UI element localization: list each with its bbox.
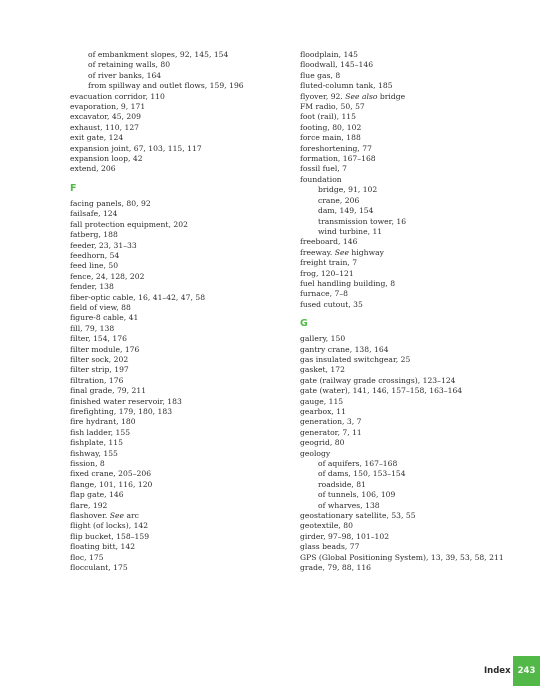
index-text: figure-8 cable, 41 <box>70 313 139 323</box>
index-text: feeder, 23, 31–33 <box>70 240 137 250</box>
index-text: fixed crane, 205–206 <box>70 469 152 479</box>
index-entry <box>300 258 540 268</box>
index-text: fiber-optic cable, 16, 41–42, 47, 58 <box>70 292 206 302</box>
index-text: force main, 188 <box>300 133 361 143</box>
index-entry <box>300 397 540 407</box>
index-entry <box>300 175 540 185</box>
index-entry <box>300 449 540 459</box>
index-entry <box>300 553 540 563</box>
index-entry <box>300 50 540 60</box>
index-entry <box>300 81 540 91</box>
index-text: expansion loop, 42 <box>70 154 143 164</box>
index-text: foot (rail), 115 <box>300 112 357 122</box>
index-text: gearbox, 11 <box>300 407 346 416</box>
index-subentry <box>300 227 540 237</box>
index-text: gallery, 150 <box>300 334 346 344</box>
index-subentry <box>300 501 540 511</box>
index-entry <box>70 123 285 133</box>
index-text: fill, 79, 138 <box>70 323 115 333</box>
index-entry <box>70 261 285 271</box>
index-text: geostationary satellite, 53, 55 <box>300 511 416 521</box>
index-text: flocculant, 175 <box>70 563 128 573</box>
index-subentry <box>300 185 540 195</box>
index-entry <box>70 251 285 261</box>
index-entry <box>300 123 540 133</box>
index-entry <box>300 102 540 112</box>
index-entry <box>300 112 540 122</box>
index-text: girder, 97–98, 101–102 <box>300 531 390 541</box>
index-text: flight (of locks), 142 <box>70 521 149 531</box>
index-entry <box>70 563 285 573</box>
index-text: floodplain, 145 <box>300 50 359 59</box>
index-entry <box>70 490 285 500</box>
index-text: of river banks, 164 <box>88 70 162 80</box>
index-text: filter sock, 202 <box>70 354 129 364</box>
index-text: gasket, 172 <box>300 365 345 375</box>
index-text: formation, 167–168 <box>300 154 376 164</box>
cross-reference-target: bridge <box>377 91 406 101</box>
index-text: fatberg, 188 <box>70 230 118 240</box>
index-text: FM radio, 50, 57 <box>300 102 365 112</box>
index-entry <box>70 102 285 112</box>
index-text: of retaining walls, 80 <box>88 60 171 70</box>
index-subentry <box>300 217 540 227</box>
index-text: geotextile, 80 <box>300 521 353 531</box>
index-text: exit gate, 124 <box>70 133 124 143</box>
index-column-right <box>300 50 540 574</box>
index-entry <box>70 92 285 102</box>
index-text: freeboard, 146 <box>300 237 358 247</box>
index-entry <box>70 438 285 448</box>
index-entry <box>70 112 285 122</box>
index-text: flange, 101, 116, 120 <box>70 479 153 489</box>
index-subentry <box>300 206 540 216</box>
index-entry <box>300 376 540 386</box>
index-text: generation, 3, 7 <box>300 417 362 427</box>
index-text: of embankment slopes, 92, 145, 154 <box>88 50 229 59</box>
index-entry <box>70 355 285 365</box>
index-entry <box>300 289 540 299</box>
index-text: excavator, 45, 209 <box>70 112 141 122</box>
index-subentry <box>70 81 285 91</box>
index-text: floating bitt, 142 <box>70 542 136 552</box>
index-entry <box>70 397 285 407</box>
index-text: flue gas, 8 <box>300 70 341 80</box>
index-entry <box>70 428 285 438</box>
cross-reference-label: See also <box>342 91 378 101</box>
index-text: gate (railway grade crossings), 123–124 <box>300 375 456 385</box>
index-text: filter strip, 197 <box>70 365 129 375</box>
index-subentry <box>300 469 540 479</box>
index-entry <box>300 355 540 365</box>
index-text: flashover. <box>70 511 108 521</box>
index-text: fish ladder, 155 <box>70 427 131 437</box>
page-number: 243 <box>517 666 536 676</box>
index-text: of wharves, 138 <box>318 500 380 510</box>
index-text: foreshortening, 77 <box>300 143 372 153</box>
index-text: fence, 24, 128, 202 <box>70 271 145 281</box>
index-text: flare, 192 <box>70 500 108 510</box>
index-entry <box>70 133 285 143</box>
index-text: of dams, 150, 153–154 <box>318 469 406 479</box>
index-text: feedhorn, 54 <box>70 250 120 260</box>
index-entry <box>300 407 540 417</box>
index-entry <box>300 417 540 427</box>
index-entry <box>300 386 540 396</box>
index-entry <box>300 237 540 247</box>
index-text: bridge, 91, 102 <box>318 185 378 195</box>
index-entry <box>70 209 285 219</box>
index-text: flyover, 92. <box>300 91 343 101</box>
index-text: fender, 138 <box>70 282 114 292</box>
index-text: fishway, 155 <box>70 448 118 458</box>
index-text: freight train, 7 <box>300 258 358 268</box>
index-entry <box>70 282 285 292</box>
index-entry <box>70 417 285 427</box>
index-entry <box>300 133 540 143</box>
index-text: floodwall, 145–146 <box>300 60 374 70</box>
cross-reference-label: See <box>332 247 349 257</box>
index-entry <box>300 269 540 279</box>
index-entry <box>70 553 285 563</box>
index-entry <box>70 459 285 469</box>
index-entry <box>70 199 285 209</box>
index-text: fishplate, 115 <box>70 438 123 448</box>
index-letter-heading <box>70 183 285 195</box>
index-entry <box>300 154 540 164</box>
index-text: evacuation corridor, 110 <box>70 91 165 101</box>
index-entry <box>70 480 285 490</box>
index-text: generator, 7, 11 <box>300 427 362 437</box>
index-text: roadside, 81 <box>318 479 367 489</box>
index-column-left <box>70 50 285 574</box>
index-text: evaporation, 9, 171 <box>70 102 146 112</box>
index-entry <box>300 563 540 573</box>
index-entry <box>70 303 285 313</box>
index-text: fission, 8 <box>70 459 105 469</box>
index-text: gate (water), 141, 146, 157–158, 163–164 <box>300 386 463 396</box>
index-entry <box>70 293 285 303</box>
index-text: flap gate, 146 <box>70 490 124 500</box>
index-subentry <box>300 196 540 206</box>
index-entry <box>300 521 540 531</box>
index-entry <box>70 144 285 154</box>
index-text: filter, 154, 176 <box>70 334 127 344</box>
index-entry <box>300 511 540 521</box>
index-entry <box>300 279 540 289</box>
index-entry <box>70 154 285 164</box>
index-entry <box>70 449 285 459</box>
index-text: fall protection equipment, 202 <box>70 219 188 229</box>
index-text: expansion joint, 67, 103, 115, 117 <box>70 143 202 153</box>
footer-section-label: Index <box>484 666 511 676</box>
index-subentry <box>70 50 285 60</box>
index-entry <box>70 376 285 386</box>
index-entry <box>300 92 540 102</box>
index-entry <box>300 300 540 310</box>
index-text: gauge, 115 <box>300 396 344 406</box>
index-entry <box>300 60 540 70</box>
index-entry <box>70 407 285 417</box>
index-text: gantry crane, 138, 164 <box>300 344 389 354</box>
index-entry <box>70 386 285 396</box>
index-text: geogrid, 80 <box>300 438 345 448</box>
index-text: field of view, 88 <box>70 302 131 312</box>
index-text: feed line, 50 <box>70 261 119 271</box>
index-subentry <box>70 71 285 81</box>
index-text: flip bucket, 158–159 <box>70 531 150 541</box>
index-entry <box>300 345 540 355</box>
index-entry <box>70 542 285 552</box>
index-entry <box>70 334 285 344</box>
index-text: failsafe, 124 <box>70 209 118 219</box>
index-text: grade, 79, 88, 116 <box>300 563 372 573</box>
cross-reference-target: highway <box>349 247 384 257</box>
index-entry <box>70 241 285 251</box>
index-text: fire hydrant, 180 <box>70 417 136 427</box>
index-entry <box>300 248 540 258</box>
index-entry <box>300 542 540 552</box>
index-entry <box>70 272 285 282</box>
index-text: geology <box>300 448 331 458</box>
index-text: filtration, 176 <box>70 375 124 385</box>
index-subentry <box>300 480 540 490</box>
index-text: GPS (Global Positioning System), 13, 39, 53, 58, 211 <box>300 552 504 562</box>
index-text: foundation <box>300 174 342 184</box>
index-text: exhaust, 110, 127 <box>70 122 140 132</box>
index-entry <box>300 438 540 448</box>
index-entry <box>70 313 285 323</box>
index-text: crane, 206 <box>318 195 360 205</box>
index-text: fossil fuel, 7 <box>300 164 348 174</box>
index-entry <box>300 532 540 542</box>
index-text: wind turbine, 11 <box>318 226 383 236</box>
index-entry <box>70 230 285 240</box>
index-entry <box>300 334 540 344</box>
index-entry <box>70 501 285 511</box>
index-entry <box>300 428 540 438</box>
index-entry <box>300 164 540 174</box>
index-text: firefighting, 179, 180, 183 <box>70 407 173 416</box>
index-subentry <box>70 60 285 70</box>
index-text: finished water reservoir, 183 <box>70 396 182 406</box>
index-text: freeway. <box>300 247 333 257</box>
index-entry <box>70 469 285 479</box>
index-text: fused cutout, 35 <box>300 299 363 309</box>
index-text: dam, 149, 154 <box>318 206 374 216</box>
index-entry <box>70 521 285 531</box>
index-text: frog, 120–121 <box>300 268 354 278</box>
index-text: gas insulated switchgear, 25 <box>300 354 411 364</box>
index-subentry <box>300 459 540 469</box>
index-text: of tunnels, 106, 109 <box>318 490 396 500</box>
index-entry <box>70 324 285 334</box>
index-text: furnace, 7–8 <box>300 289 349 299</box>
index-entry <box>300 71 540 81</box>
index-text: of aquifers, 167–168 <box>318 459 398 469</box>
index-text: final grade, 79, 211 <box>70 386 147 396</box>
index-text: filter module, 176 <box>70 344 140 354</box>
index-entry <box>300 144 540 154</box>
index-entry <box>70 345 285 355</box>
index-text: glass beads, 77 <box>300 542 360 552</box>
index-entry <box>70 220 285 230</box>
index-entry <box>70 532 285 542</box>
index-text: floc, 175 <box>70 552 104 562</box>
index-subentry <box>300 490 540 500</box>
index-entry <box>70 511 285 521</box>
index-entry <box>300 365 540 375</box>
index-entry <box>70 365 285 375</box>
index-text: F <box>70 182 77 194</box>
index-text: fuel handling building, 8 <box>300 278 396 288</box>
index-text: transmission tower, 16 <box>318 216 407 226</box>
index-text: extend, 206 <box>70 164 116 174</box>
index-text: facing panels, 80, 92 <box>70 198 151 208</box>
index-text: footing, 80, 102 <box>300 122 362 132</box>
index-letter-heading <box>300 318 540 330</box>
index-text: from spillway and outlet flows, 159, 196 <box>88 81 244 91</box>
index-text: G <box>300 318 308 330</box>
cross-reference-label: See <box>107 511 125 521</box>
index-entry <box>70 164 285 174</box>
index-text: fluted-column tank, 185 <box>300 81 393 91</box>
cross-reference-target: arc <box>124 511 139 521</box>
